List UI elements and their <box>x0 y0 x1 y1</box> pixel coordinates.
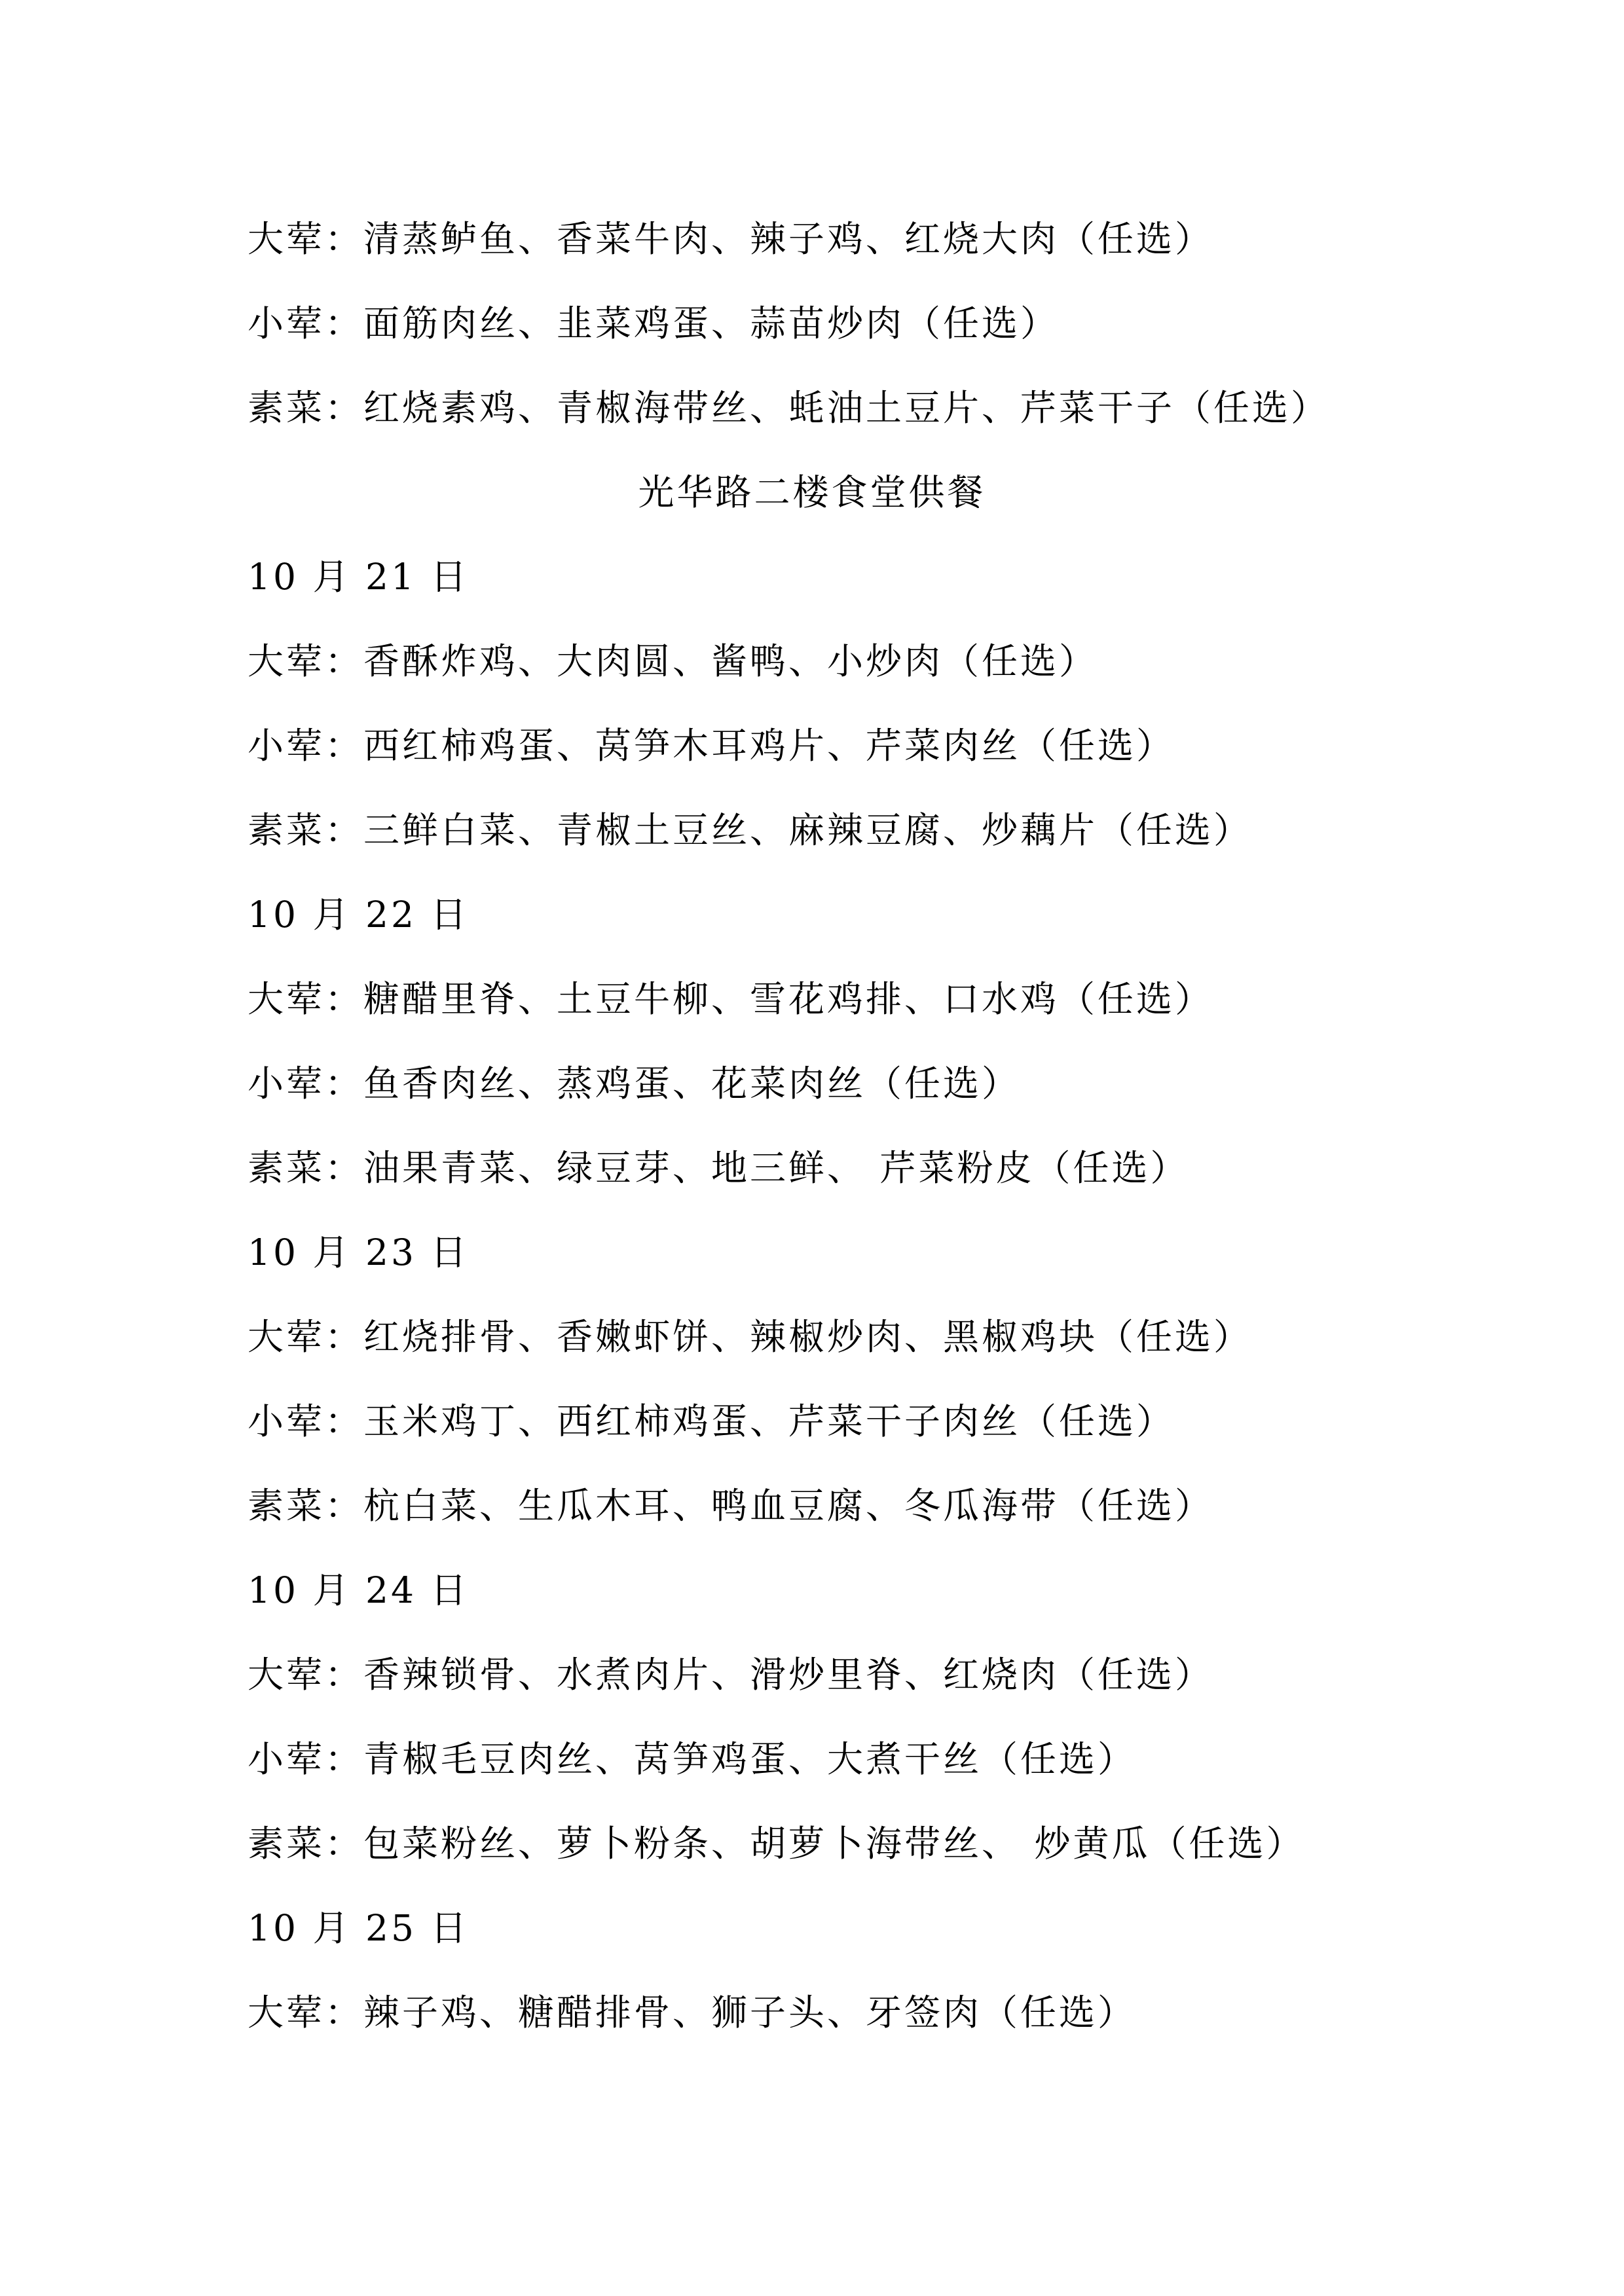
date-line: 10 月 23 日 <box>248 1231 470 1273</box>
menu-line-xiao-hun: 小荤：青椒毛豆肉丝、莴笋鸡蛋、大煮干丝（任选） <box>248 1738 1137 1780</box>
menu-line-su-cai: 素菜：三鲜白菜、青椒土豆丝、麻辣豆腐、炒藕片（任选） <box>248 809 1253 851</box>
menu-line-da-hun: 大荤：红烧排骨、香嫩虾饼、辣椒炒肉、黑椒鸡块（任选） <box>248 1316 1253 1358</box>
menu-line-xiao-hun: 小荤：鱼香肉丝、蒸鸡蛋、花菜肉丝（任选） <box>248 1063 1021 1104</box>
date-line: 10 月 21 日 <box>248 556 470 598</box>
menu-line-xiao-hun: 小荤：玉米鸡丁、西红柿鸡蛋、芹菜干子肉丝（任选） <box>248 1400 1175 1442</box>
menu-line-top-da-hun: 大荤：清蒸鲈鱼、香菜牛肉、辣子鸡、红烧大肉（任选） <box>248 218 1214 260</box>
menu-line-su-cai: 素菜：油果青菜、绿豆芽、地三鲜、 芹菜粉皮（任选） <box>248 1147 1189 1189</box>
date-line: 10 月 24 日 <box>248 1569 470 1611</box>
menu-line-top-xiao-hun: 小荤：面筋肉丝、韭菜鸡蛋、蒜苗炒肉（任选） <box>248 302 1060 344</box>
menu-line-su-cai: 素菜：杭白菜、生瓜木耳、鸭血豆腐、冬瓜海带（任选） <box>248 1485 1214 1527</box>
date-line: 10 月 22 日 <box>248 894 470 936</box>
menu-line-su-cai: 素菜：包菜粉丝、萝卜粉条、胡萝卜海带丝、 炒黄瓜（任选） <box>248 1823 1305 1865</box>
section-title: 光华路二楼食堂供餐 <box>638 471 986 513</box>
menu-line-top-su-cai: 素菜：红烧素鸡、青椒海带丝、蚝油土豆片、芹菜干子（任选） <box>248 387 1330 429</box>
menu-line-da-hun: 大荤：香酥炸鸡、大肉圆、酱鸭、小炒肉（任选） <box>248 640 1098 682</box>
date-line: 10 月 25 日 <box>248 1907 470 1949</box>
menu-line-da-hun: 大荤：糖醋里脊、土豆牛柳、雪花鸡排、口水鸡（任选） <box>248 978 1214 1020</box>
menu-line-da-hun: 大荤：辣子鸡、糖醋排骨、狮子头、牙签肉（任选） <box>248 1992 1137 2033</box>
menu-line-xiao-hun: 小荤：西红柿鸡蛋、莴笋木耳鸡片、芹菜肉丝（任选） <box>248 725 1175 767</box>
menu-line-da-hun: 大荤：香辣锁骨、水煮肉片、滑炒里脊、红烧肉（任选） <box>248 1654 1214 1696</box>
